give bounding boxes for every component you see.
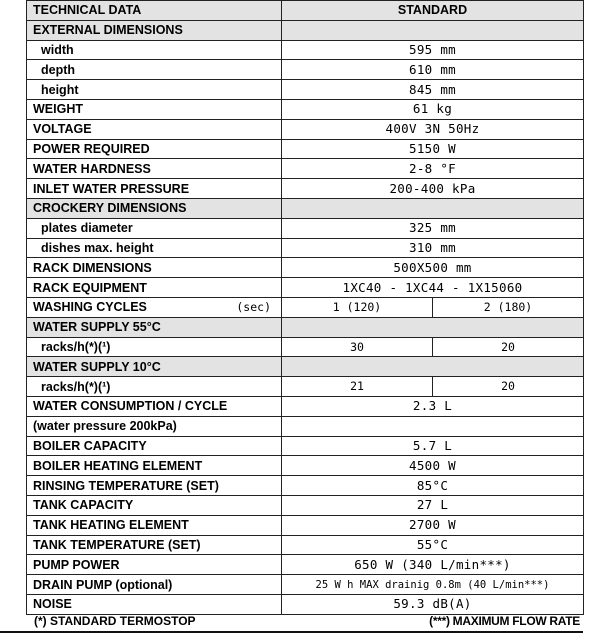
table-row: [27, 218, 584, 238]
row-value: 845 mm: [282, 80, 584, 100]
table-row: [27, 258, 584, 278]
row-value: 400V 3N 50Hz: [282, 119, 584, 139]
row-label: WATER SUPPLY 55°C: [27, 317, 282, 337]
table-row: [27, 476, 584, 496]
row-label: WATER SUPPLY 10°C: [27, 357, 282, 377]
table-row: [27, 238, 584, 258]
row-unit: (sec): [236, 300, 271, 315]
row-label: width: [27, 40, 282, 60]
table-row: [27, 40, 584, 60]
footnote-max-flow-rate: (***) MAXIMUM FLOW RATE: [429, 614, 580, 628]
table-title: TECHNICAL DATA: [27, 1, 282, 21]
row-value: 55°C: [282, 535, 584, 555]
table-row: [27, 179, 584, 199]
row-label: NOISE: [27, 594, 282, 614]
row-value: 27 L: [282, 495, 584, 515]
row-label: EXTERNAL DIMENSIONS: [27, 20, 282, 40]
table-row: [27, 594, 584, 614]
row-label: WATER HARDNESS: [27, 159, 282, 179]
row-value: 2.3 L: [282, 396, 584, 416]
row-value: 2700 W: [282, 515, 584, 535]
row-value: 610 mm: [282, 60, 584, 80]
row-label: racks/h(*)(¹): [27, 337, 282, 357]
bottom-divider: [0, 631, 583, 633]
row-label: POWER REQUIRED: [27, 139, 282, 159]
table-row: [27, 278, 584, 298]
row-label: [27, 297, 282, 317]
table-row: [27, 60, 584, 80]
column-header-standard: STANDARD: [282, 1, 584, 21]
row-label: INLET WATER PRESSURE: [27, 179, 282, 199]
row-value: 500X500 mm: [282, 258, 584, 278]
table-row: [27, 99, 584, 119]
row-value: 5150 W: [282, 139, 584, 159]
row-label: CROCKERY DIMENSIONS: [27, 198, 282, 218]
table-row: [27, 575, 584, 595]
row-value: 61 kg: [282, 99, 584, 119]
row-label: (water pressure 200kPa): [27, 416, 282, 436]
row-value: 4500 W: [282, 456, 584, 476]
table-row: [27, 198, 584, 218]
row-label-text: WASHING CYCLES: [33, 300, 147, 315]
row-values: [282, 337, 584, 357]
table-header-row: [27, 1, 584, 21]
table-row: [27, 515, 584, 535]
row-label: BOILER HEATING ELEMENT: [27, 456, 282, 476]
table-row: [27, 159, 584, 179]
table-row: [27, 317, 584, 337]
row-value: [282, 416, 584, 436]
row-value: 310 mm: [282, 238, 584, 258]
row-label: PUMP POWER: [27, 555, 282, 575]
row-label: height: [27, 80, 282, 100]
row-value-right: 20: [432, 338, 583, 357]
row-value: 325 mm: [282, 218, 584, 238]
table-row: [27, 396, 584, 416]
row-value-right: 2 (180): [432, 298, 583, 317]
table-row: [27, 80, 584, 100]
row-value-left: 1 (120): [332, 299, 382, 314]
table-row: [27, 436, 584, 456]
row-value: 650 W (340 L/min***): [282, 555, 584, 575]
row-value: [282, 20, 584, 40]
row-value: [282, 317, 584, 337]
row-value: 5.7 L: [282, 436, 584, 456]
row-label: racks/h(*)(¹): [27, 377, 282, 397]
row-label: TANK TEMPERATURE (SET): [27, 535, 282, 555]
table-row: [27, 357, 584, 377]
row-value: [282, 198, 584, 218]
row-label: VOLTAGE: [27, 119, 282, 139]
row-value-left: 21: [350, 379, 364, 394]
row-value: 200-400 kPa: [282, 179, 584, 199]
table-row: [27, 535, 584, 555]
table-row: [27, 555, 584, 575]
row-label: WEIGHT: [27, 99, 282, 119]
table-row: [27, 456, 584, 476]
row-label: RACK EQUIPMENT: [27, 278, 282, 298]
row-label: dishes max. height: [27, 238, 282, 258]
row-values: [282, 297, 584, 317]
row-label: TANK HEATING ELEMENT: [27, 515, 282, 535]
table-row: [27, 297, 584, 317]
row-values: [282, 377, 584, 397]
row-value: [282, 357, 584, 377]
row-label: RINSING TEMPERATURE (SET): [27, 476, 282, 496]
row-label: WATER CONSUMPTION / CYCLE: [27, 396, 282, 416]
row-label: BOILER CAPACITY: [27, 436, 282, 456]
row-value: 2-8 °F: [282, 159, 584, 179]
row-label: plates diameter: [27, 218, 282, 238]
row-value-right: 20: [432, 377, 583, 396]
row-label: DRAIN PUMP (optional): [27, 575, 282, 595]
row-value: 59.3 dB(A): [282, 594, 584, 614]
row-label: depth: [27, 60, 282, 80]
row-value: 25 W h MAX drainig 0.8m (40 L/min***): [282, 575, 584, 595]
technical-data-table: [26, 0, 584, 615]
row-value: 595 mm: [282, 40, 584, 60]
table-row: [27, 139, 584, 159]
row-value: 1XC40 - 1XC44 - 1X15060: [282, 278, 584, 298]
table-row: [27, 377, 584, 397]
row-label: RACK DIMENSIONS: [27, 258, 282, 278]
row-value: 85°C: [282, 476, 584, 496]
row-value-left: 30: [350, 339, 364, 354]
table-row: [27, 119, 584, 139]
footnote-termostop: (*) STANDARD TERMOSTOP: [34, 614, 196, 628]
table-row: [27, 337, 584, 357]
row-label: TANK CAPACITY: [27, 495, 282, 515]
table-row: [27, 495, 584, 515]
table-row: [27, 20, 584, 40]
table-row: [27, 416, 584, 436]
